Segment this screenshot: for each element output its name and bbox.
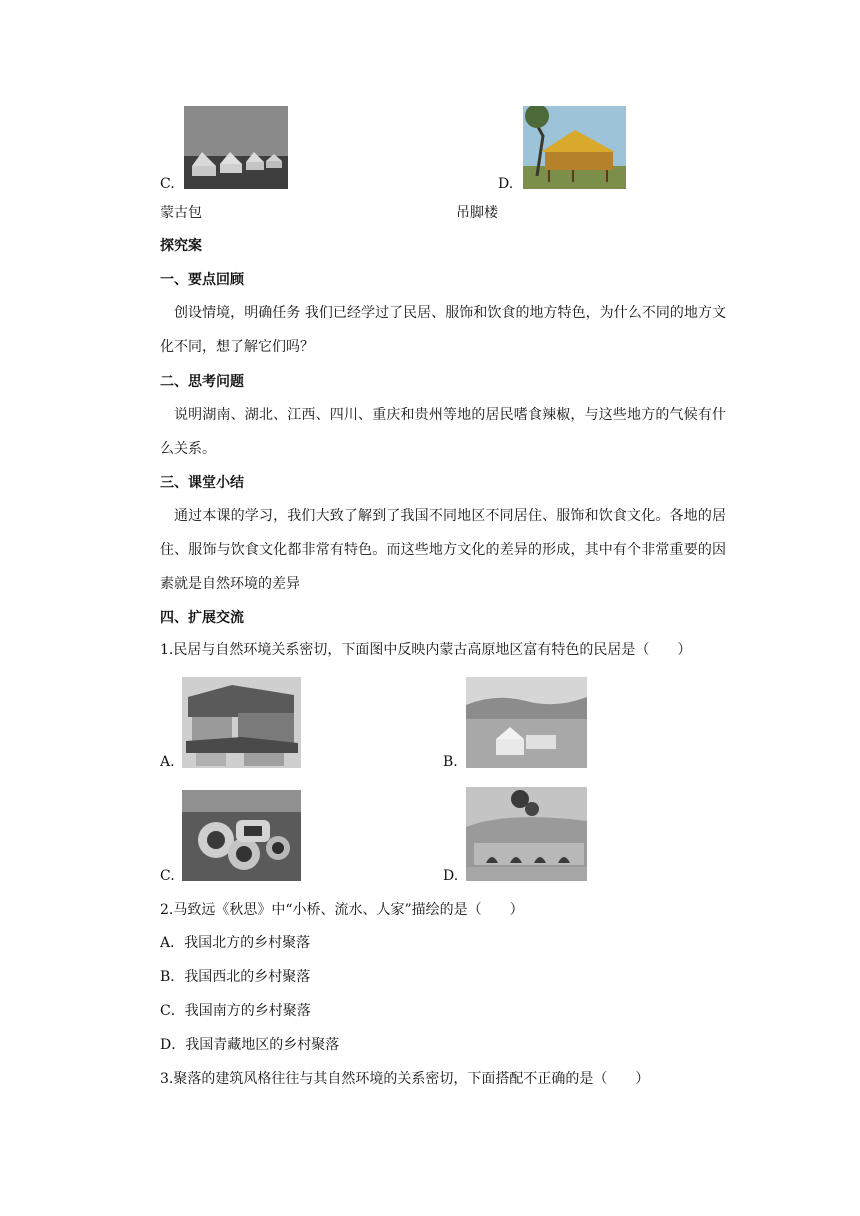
q1-option-c-label: C. [160, 868, 175, 884]
question-1-stem: 1.民居与自然环境关系密切，下面图中反映内蒙古高原地区富有特色的民居是（ ） [160, 642, 692, 658]
question-3-stem: 3.聚落的建筑风格往往与其自然环境的关系密切，下面搭配不正确的是（ ） [160, 1071, 650, 1087]
section-3-text: 通过本课的学习，我们大致了解到了我国不同地区不同居住、服饰和饮食文化。各地的居住、服饰与饮食文化都非常有特色。而这些地方文化的差异的形成，其中有个非常重要的因素就是自然环境的差异 [160, 508, 726, 592]
section-1-title: 一、要点回顾 [160, 272, 244, 288]
tulou-earth-building-photo [182, 790, 301, 881]
q1-option-d-label: D. [443, 868, 459, 884]
yurt-on-grassland-photo [466, 677, 587, 768]
section-2-title: 二、思考问题 [160, 374, 244, 390]
section-2-text: 说明湖南、湖北、江西、四川、重庆和贵州等地的居民嗜食辣椒，与这些地方的气候有什么关系。 [160, 407, 726, 457]
option-d-label: D. [498, 176, 514, 192]
question-2-stem: 2.马致远《秋思》中“小桥、流水、人家”描绘的是（ ） [160, 902, 524, 918]
q2-option-c: C．我国南方的乡村聚落 [160, 1003, 311, 1019]
section-title: 探究案 [160, 238, 202, 254]
q1-option-b-label: B. [443, 754, 458, 770]
option-c-label: C. [160, 176, 175, 192]
option-d-caption: 吊脚楼 [456, 205, 498, 221]
q2-option-d: D．我国青藏地区的乡村聚落 [160, 1037, 340, 1053]
section-4-title: 四、扩展交流 [160, 610, 244, 626]
section-3-title: 三、课堂小结 [160, 475, 244, 491]
q1-option-a-label: A. [160, 754, 175, 770]
q2-option-a: A．我国北方的乡村聚落 [160, 935, 311, 951]
stilt-house-photo [523, 106, 626, 189]
mongolian-yurt-photo [184, 106, 288, 189]
section-1-text: 创设情境，明确任务 我们已经学过了民居、服饰和饮食的地方特色，为什么不同的地方文化不同，想了解它们吗？ [160, 305, 726, 355]
option-c-caption: 蒙古包 [160, 205, 202, 221]
courtyard-house-photo [182, 677, 301, 768]
cave-dwelling-photo [466, 787, 587, 881]
q2-option-b: B．我国西北的乡村聚落 [160, 969, 311, 985]
